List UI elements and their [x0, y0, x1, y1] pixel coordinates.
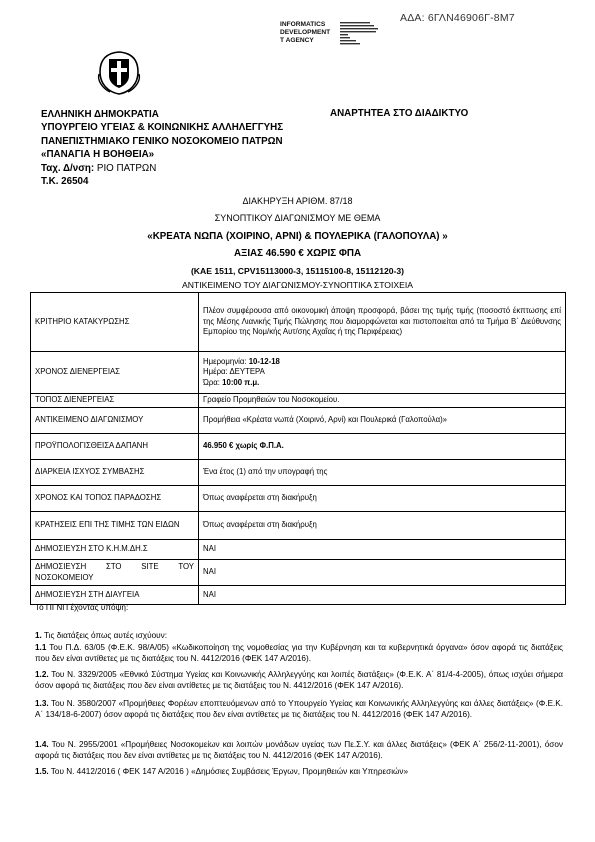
- postcode-value: 26504: [61, 176, 89, 188]
- clause: [35, 698, 563, 721]
- row-label: ΔΙΑΡΚΕΙΑ ΙΣΧΥΟΣ ΣΥΜΒΑΣΗΣ: [31, 460, 199, 486]
- row-value: ΝΑΙ: [199, 586, 566, 605]
- row-value: Όπως αναφέρεται στη διακήρυξη: [199, 486, 566, 512]
- notice-value: ΑΞΙΑΣ 46.590 € ΧΩΡΙΣ ΦΠΑ: [233, 248, 362, 259]
- summary-table: [30, 292, 566, 605]
- date-line: [203, 357, 561, 368]
- row-value: Προμήθεια «Κρέατα νωπά (Χοιρινό, Αρνί) και Πουλερικά (Γαλοπούλα)»: [199, 408, 566, 434]
- summary-heading: ΑΝΤΙΚΕΙΜΕΝΟ ΤΟΥ ΔΙΑΓΩΝΙΣΜΟΥ-ΣΥΝΟΠΤΙΚΑ ΣΤΟΙΧΕΙΑ: [182, 280, 413, 290]
- notice-subject: «ΚΡΕΑΤΑ ΝΩΠΑ (ΧΟΙΡΙΝΟ, ΑΡΝΙ) & ΠΟΥΛΕΡΙΚΑ (ΓΑΛΟΠΟΥΛΑ) »: [147, 231, 448, 242]
- issuer-block: [41, 108, 283, 188]
- time-value: 10:00 π.μ.: [222, 377, 260, 387]
- row-label: ΔΗΜΟΣΙΕΥΣΗ ΣΤΟ SITE ΤΟΥ ΝΟΣΟΚΟΜΕΙΟΥ: [31, 560, 199, 586]
- table-row: [31, 434, 566, 460]
- row-value: Γραφείο Προμηθειών του Νοσοκομείου.: [199, 394, 566, 408]
- agency-logo-line: DEVELOPMENT: [280, 29, 331, 36]
- day-label: Ημέρα:: [203, 367, 228, 377]
- notice-codes: (ΚΑΕ 1511, CPV15113000-3, 15115100-8, 15112120-3): [190, 266, 405, 276]
- agency-logo-line: INFORMATICS: [280, 21, 326, 28]
- postcode-line: [41, 175, 283, 188]
- clause-number: 1.3.: [35, 699, 49, 708]
- clause-text: Του Ν. 3329/2005 «Εθνικό Σύστημα Υγείας και Κοινωνικής Αλληλεγγύης και λοιπές διατάξεις» (Φ.Ε.Κ. Α΄ 81/4-4-2005), όπως ισχύει σήμερα όσον αφορά τις διατάξεις που δεν είναι αντίθετες με τις διατάξεις του Ν. 4412/2016 (ΦΕΚ 147 Α/2016).: [35, 670, 563, 691]
- clause-number: 1.1: [35, 643, 47, 652]
- day-line: [203, 367, 561, 378]
- intro-text: Το ΠΓΝΠ έχοντας υπόψη:: [35, 603, 129, 612]
- table-row: [31, 560, 566, 586]
- clause-text: Του Ν. 2955/2001 «Προμήθειες Νοσοκομείων και λοιπών μονάδων υγείας των Πε.Σ.Υ. και άλλες διατάξεις» (ΦΕΚ Α΄ 256/2-11-2001), όσον αφορά τις διατάξεις που δεν είναι αντίθετες με τις διατάξεις του Ν. 4412/2016 (ΦΕΚ 147 Α/2016).: [35, 740, 563, 761]
- time-line: [203, 378, 561, 389]
- clause-text: Του Π.Δ. 63/05 (Φ.Ε.Κ. 98/Α/05) «Κωδικοποίηση της νομοθεσίας για την Κυβέρνηση και τα κυβερνητικά όργανα» όσον αφορά τις διατάξεις που δεν είναι αντίθετες με τις διατάξεις του Ν. 4412/2016 (ΦΕΚ 147 Α/2016).: [35, 643, 563, 664]
- table-row: [31, 486, 566, 512]
- agency-logo-text: [280, 21, 340, 45]
- row-label: ΧΡΟΝΟΣ ΔΙΕΝΕΡΓΕΙΑΣ: [31, 352, 199, 394]
- address-value: ΡΙΟ ΠΑΤΡΩΝ: [96, 162, 157, 174]
- clause-number: 1.2.: [35, 670, 49, 679]
- day-value: ΔΕΥΤΕΡΑ: [229, 367, 265, 377]
- row-value: Πλέον συμφέρουσα από οικονομική άποψη προσφορά, βάσει της τιμής τιμής (ποσοστό έκπτωσης επί της Μέσης Λιανικής Τιμής Πώλησης που διαμορφώνεται και πιστοποιείται από τα Τμήμα Β΄ Διεύθυνσης Εμπορίου της Νομ/κής Αυτ/σης Αχαΐας ή της Περιφέρειας): [199, 293, 566, 352]
- row-value: Όπως αναφέρεται στη διακήρυξη: [199, 512, 566, 540]
- clause: [35, 630, 563, 641]
- row-label: ΚΡΑΤΗΣΕΙΣ ΕΠΙ ΤΗΣ ΤΙΜΗΣ ΤΩΝ ΕΙΔΩΝ: [31, 512, 199, 540]
- row-value: Ένα έτος (1) από την υπογραφή της: [199, 460, 566, 486]
- row-value: ΝΑΙ: [199, 540, 566, 560]
- issuer-line: ΠΑΝΕΠΙΣΤΗΜΙΑΚΟ ΓΕΝΙΚΟ ΝΟΣΟΚΟΜΕΙΟ ΠΑΤΡΩΝ: [41, 135, 283, 147]
- table-row: [31, 352, 566, 394]
- row-label: ΑΝΤΙΚΕΙΜΕΝΟ ΔΙΑΓΩΝΙΣΜΟΥ: [31, 408, 199, 434]
- publication-note: ΑΝΑΡΤΗΤΕΑ ΣΤΟ ΔΙΑΔΙΚΤΥΟ: [330, 108, 469, 119]
- clause: [35, 642, 563, 665]
- issuer-line: «ΠΑΝΑΓΙΑ Η ΒΟΗΘΕΙΑ»: [41, 149, 155, 161]
- agency-logo-line: T AGENCY: [280, 37, 314, 44]
- table-row: [31, 293, 566, 352]
- clause-number: 1.5.: [35, 767, 49, 776]
- address-label: Ταχ. Δ/νση:: [41, 162, 95, 174]
- row-label: ΚΡΙΤΗΡΙΟ ΚΑΤΑΚΥΡΩΣΗΣ: [31, 293, 199, 352]
- row-value: [199, 352, 566, 394]
- row-value: ΝΑΙ: [199, 560, 566, 586]
- row-value: 46.950 € χωρίς Φ.Π.Α.: [199, 434, 566, 460]
- table-row: [31, 460, 566, 486]
- row-label: ΔΗΜΟΣΙΕΥΣΗ ΣΤΟ Κ.Η.Μ.ΔΗ.Σ: [31, 540, 199, 560]
- time-label: Ώρα:: [203, 377, 220, 387]
- table-row: [31, 408, 566, 434]
- clause: [35, 766, 563, 777]
- issuer-line: ΥΠΟΥΡΓΕΙΟ ΥΓΕΙΑΣ & ΚΟΙΝΩΝΙΚΗΣ ΑΛΛΗΛΕΓΓΥΗΣ: [41, 122, 284, 134]
- clause-number: 1.4.: [35, 740, 49, 749]
- agency-logo-fineprint: [340, 22, 392, 48]
- clause-text: Τις διατάξεις όπως αυτές ισχύουν:: [41, 631, 167, 640]
- postcode-label: Τ.Κ.: [41, 176, 59, 188]
- row-label: ΧΡΟΝΟΣ ΚΑΙ ΤΟΠΟΣ ΠΑΡΑΔΟΣΗΣ: [31, 486, 199, 512]
- issuer-line: ΕΛΛΗΝΙΚΗ ΔΗΜΟΚΡΑΤΙΑ: [41, 109, 159, 120]
- clause-text: Του Ν. 3580/2007 «Προμήθειες Φορέων εποπτευόμενων από το Υπουργείο Υγείας και Κοινωνικής Αλληλεγγύης και άλλες διατάξεις» (Φ.Ε.Κ. Α΄ 134/18-6-2007) όσον αφορά τις διατάξεις που δεν είναι αντίθετες με τις διατάξεις του Ν. 4412/2016 (ΦΕΚ 147 Α/2016).: [35, 699, 563, 720]
- clause-text: Του Ν. 4412/2016 ( ΦΕΚ 147 Α/2016 ) «Δημόσιες Συμβάσεις Έργων, Προμηθειών και Υπηρεσιών»: [48, 767, 409, 776]
- greek-coat-of-arms-icon: [96, 50, 142, 96]
- clause: [35, 669, 563, 692]
- row-label: ΠΡΟΫΠΟΛΟΓΙΣΘΕΙΣΑ ΔΑΠΑΝΗ: [31, 434, 199, 460]
- date-value: 10-12-18: [248, 356, 280, 366]
- ada-code: ΑΔΑ: 6ΓΛΝ46906Γ-8Μ7: [400, 12, 515, 24]
- row-label: ΤΟΠΟΣ ΔΙΕΝΕΡΓΕΙΑΣ: [31, 394, 199, 408]
- table-row: [31, 394, 566, 408]
- address-line: [41, 162, 283, 175]
- row-label: ΔΗΜΟΣΙΕΥΣΗ ΣΤΗ ΔΙΑΥΓΕΙΑ: [31, 586, 199, 605]
- table-row: [31, 512, 566, 540]
- clause-number: 1.: [35, 631, 42, 640]
- table-row: [31, 540, 566, 560]
- notice-subtitle: ΣΥΝΟΠΤΙΚΟΥ ΔΙΑΓΩΝΙΣΜΟΥ ΜΕ ΘΕΜΑ: [214, 213, 381, 223]
- date-label: Ημερομηνία:: [203, 356, 247, 366]
- notice-number: ΔΙΑΚΗΡΥΞΗ ΑΡΙΘΜ. 87/18: [242, 196, 353, 206]
- clause: [35, 739, 563, 762]
